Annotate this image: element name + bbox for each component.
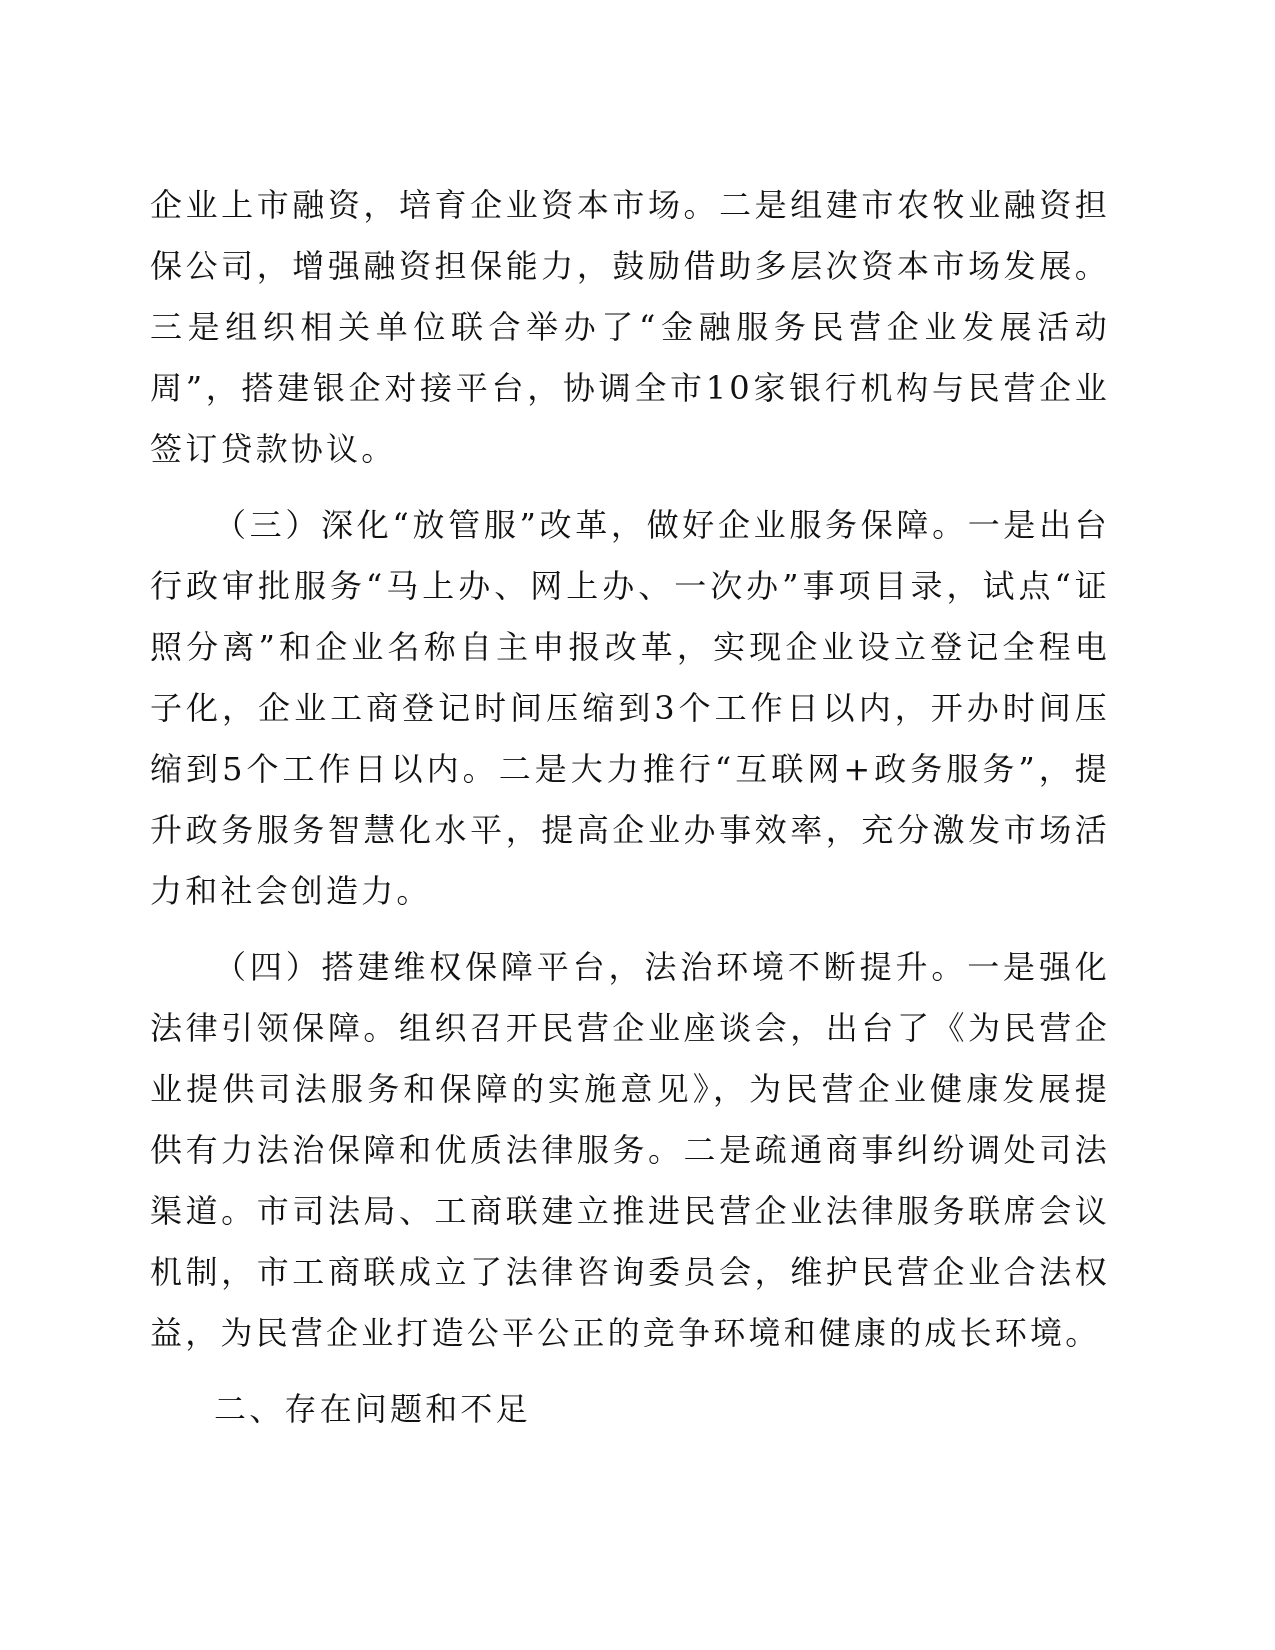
section-heading-problems: 二、存在问题和不足 xyxy=(214,1390,531,1428)
paragraph-financing-continued: 企业上市融资，培育企业资本市场。二是组建市农牧业融资担保公司，增强融资担保能力，鼓励借助多层次资本市场发展。三是组织相关单位联合举办了“金融服务民营企业发展活动周”，搭建银企对接平台，协调全市10家银行机构与民营企业签订贷款协议。 xyxy=(150,186,1110,468)
paragraph-administrative-reform: （三）深化“放管服”改革，做好企业服务保障。一是出台行政审批服务“马上办、网上办、一次办”事项目录，试点“证照分离”和企业名称自主申报改革，实现企业设立登记全程电子化，企业工商登记时间压缩到3个工作日以内，开办时间压缩到5个工作日以内。二是大力推行“互联网+政务服务”，提升政务服务智慧化水平，提高企业办事效率，充分激发市场活力和社会创造力。 xyxy=(150,506,1110,910)
document-page xyxy=(150,175,1110,1440)
paragraph-legal-protection: （四）搭建维权保障平台，法治环境不断提升。一是强化法律引领保障。组织召开民营企业座谈会，出台了《为民营企业提供司法服务和保障的实施意见》，为民营企业健康发展提供有力法治保障和优质法律服务。二是疏通商事纠纷调处司法渠道。市司法局、工商联建立推进民营企业法律服务联席会议机制，市工商联成立了法律咨询委员会，维护民营企业合法权益，为民营企业打造公平公正的竞争环境和健康的成长环境。 xyxy=(150,948,1110,1352)
